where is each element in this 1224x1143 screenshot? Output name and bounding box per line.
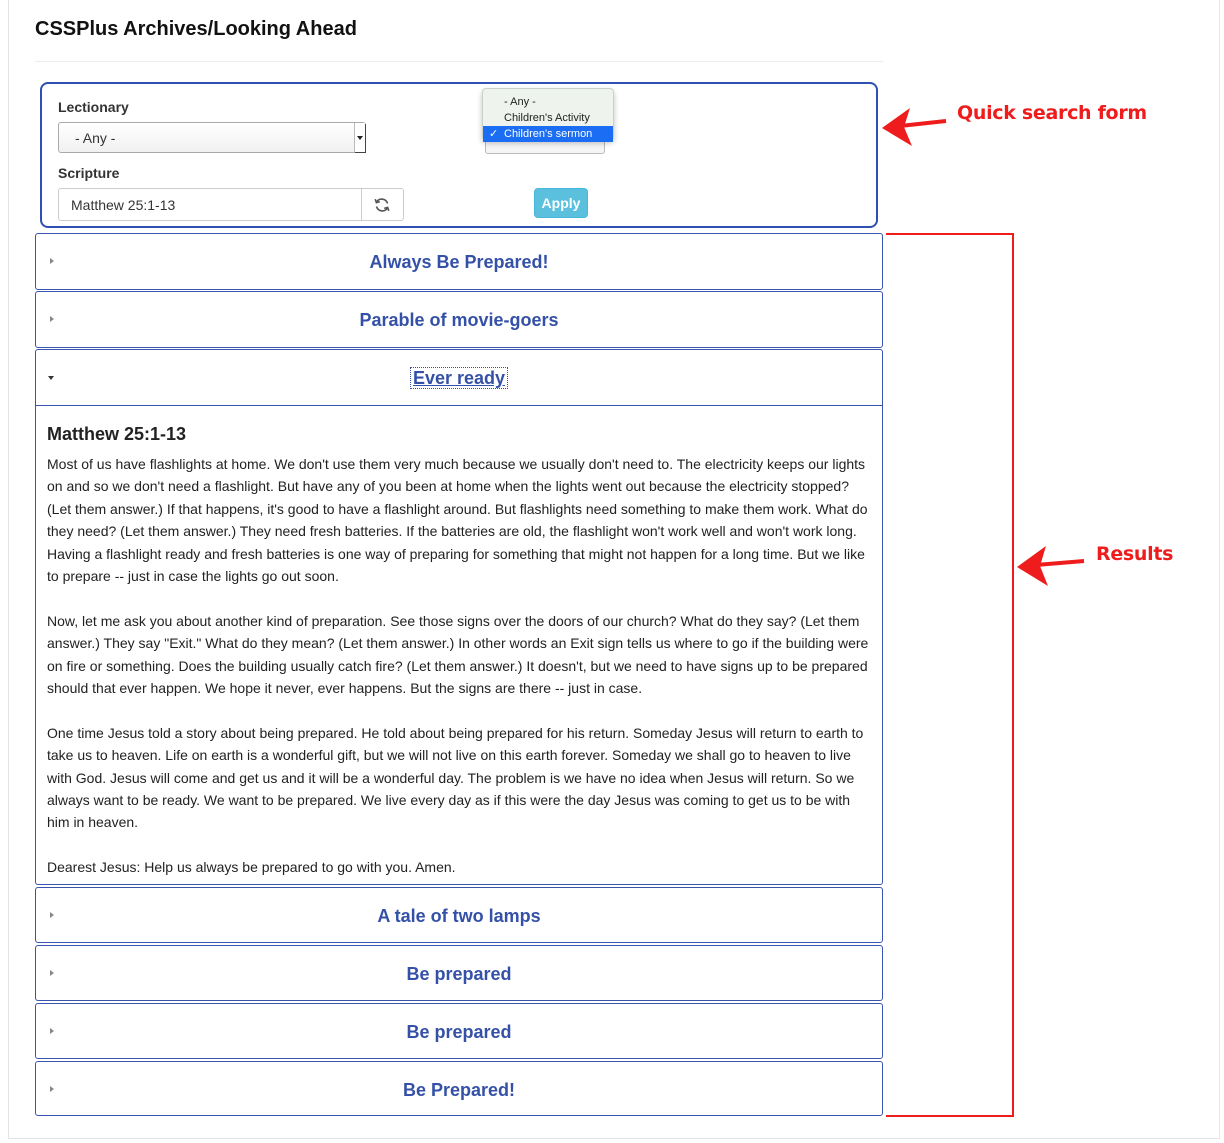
result-header[interactable] (36, 946, 882, 1001)
result-paragraph: Most of us have flashlights at home. We don't use them very much because we usually don't need to. The electricity keeps our lights on and so we don't need a flashlight. But have any of you been at home when the lights went out because the electricity stopped? (Let them answer.) If that happens, it's good to have a flashlight around. But flashlights need something to make them work. What do they need? (Let them answer.) They need fresh batteries. If the batteries are old, the flashlight won't work well and won't work long. Having a flashlight ready and fresh batteries is one way of preparing for something that might not happen for a long time. But we like to prepare -- just in case the lights go out soon. (47, 456, 868, 585)
result-body (36, 405, 882, 889)
result-item (35, 887, 883, 943)
scripture-label: Scripture (58, 165, 120, 181)
dropdown-option-childrens-activity[interactable]: Children's Activity (504, 112, 590, 124)
dropdown-option-any[interactable]: - Any - (504, 96, 536, 108)
result-title: Ever ready (412, 368, 506, 388)
result-item-expanded (35, 349, 883, 885)
refresh-button[interactable] (361, 189, 403, 220)
result-item (35, 291, 883, 348)
result-title: Be prepared (406, 1022, 512, 1042)
annotation-quick-search-form: Quick search form (957, 102, 1147, 124)
apply-button[interactable]: Apply (534, 188, 588, 218)
type-dropdown-list (482, 88, 614, 140)
lectionary-select-value: - Any - (75, 130, 116, 146)
result-paragraph: Dearest Jesus: Help us always be prepared to go with you. Amen. (47, 859, 456, 876)
result-paragraph: Now, let me ask you about another kind of preparation. See those signs over the doors of our church? What do they say? (Let them answer.) They say "Exit." What do they mean? (Let them answer.) In other words an Exit sign tells us where to go if the building were on fire or something. Does the building usually catch fire? (Let them answer.) It doesn't, but we need to have signs up to be prepared should that ever happen. We hope it never, ever happens. But the signs are there -- just in case. (47, 612, 869, 697)
scripture-input-group (58, 188, 404, 221)
page-title: CSSPlus Archives/Looking Ahead (35, 18, 357, 40)
lectionary-label: Lectionary (58, 99, 129, 115)
result-title: Parable of movie-goers (359, 310, 559, 330)
result-item (35, 1061, 883, 1116)
result-item (35, 1003, 883, 1059)
dropdown-option-childrens-sermon[interactable]: ✓ Children's sermon (483, 126, 613, 142)
result-header[interactable] (36, 350, 882, 405)
result-header[interactable] (36, 888, 882, 943)
title-divider (35, 61, 883, 62)
result-paragraph: One time Jesus told a story about being prepared. He told about being prepared for his return. Someday Jesus will return to earth to take us to heaven. Life on earth is a wonderful gift, but we will not live on this earth forever. Someday we shall go to heaven to live with God. Jesus will come and get us and it will be a wonderful day. The problem is we have no idea when Jesus will return. So we always want to be ready. We want to be prepared. We live every day as if this were the day Jesus was coming to get us to be with him in heaven. (47, 724, 864, 831)
check-icon: ✓ (489, 128, 499, 140)
quick-search-form (40, 82, 878, 228)
annotation-results: Results (1096, 543, 1174, 565)
result-header[interactable] (36, 1004, 882, 1059)
refresh-icon (373, 196, 391, 214)
select-arrow-icon (354, 123, 365, 152)
result-item (35, 945, 883, 1001)
scripture-input[interactable] (59, 189, 362, 220)
result-header[interactable] (36, 1062, 882, 1117)
result-item (35, 233, 883, 290)
result-header[interactable] (36, 292, 882, 347)
result-body-heading: Matthew 25:1-13 (47, 424, 187, 444)
lectionary-select[interactable] (58, 122, 366, 153)
result-header[interactable] (36, 234, 882, 289)
result-title: Always Be Prepared! (369, 252, 549, 272)
result-title: A tale of two lamps (377, 906, 541, 926)
result-title: Be prepared (406, 964, 512, 984)
result-title: Be Prepared! (402, 1080, 516, 1100)
